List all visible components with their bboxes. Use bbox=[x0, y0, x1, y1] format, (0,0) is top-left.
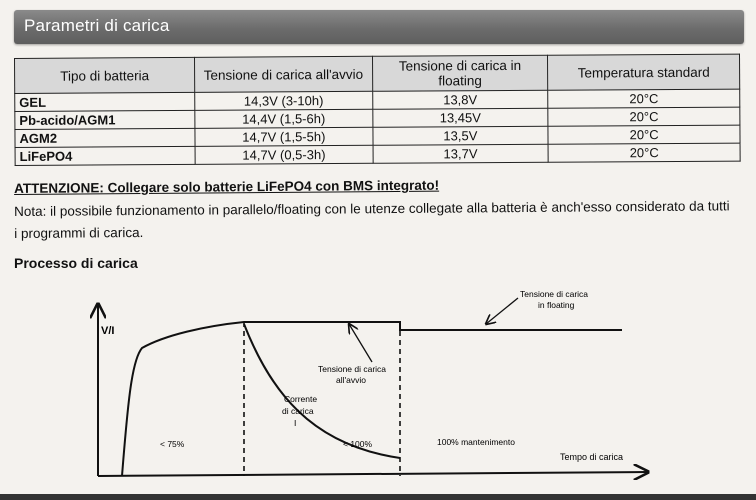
x-axis-label: Tempo di carica bbox=[560, 452, 624, 462]
header-temperature: Temperatura standard bbox=[548, 54, 740, 90]
table-row bbox=[15, 143, 740, 165]
x-axis bbox=[98, 472, 648, 476]
note-text: Nota: il possibile funzionamento in parallelo/floating con le utenze collegate alla batteria è anch'esso considerato da tutti i programmi di carica. bbox=[14, 198, 730, 241]
header-floating-voltage: Tensione di carica in floating bbox=[372, 55, 548, 91]
cell-type: AGM2 bbox=[15, 128, 195, 147]
cell-temp: 20°C bbox=[548, 89, 740, 108]
cell-temp: 20°C bbox=[548, 125, 740, 144]
phase-label: < 75% bbox=[160, 439, 185, 449]
header-battery-type: Tipo di batteria bbox=[15, 57, 195, 93]
footer-bar bbox=[0, 494, 756, 500]
cell-start: 14,3V (3-10h) bbox=[195, 91, 373, 110]
cell-floating: 13,7V bbox=[373, 144, 549, 163]
pointer-arrow bbox=[349, 324, 372, 362]
cell-floating: 13,8V bbox=[372, 90, 548, 109]
label-current: di carica bbox=[282, 406, 314, 416]
label-floating: in floating bbox=[538, 300, 575, 310]
current-curve bbox=[244, 324, 400, 458]
header-start-voltage: Tensione di carica all'avvio bbox=[195, 56, 373, 92]
charge-parameters-table bbox=[14, 54, 741, 166]
cell-floating: 13,5V bbox=[373, 126, 549, 145]
phase-label: 100% mantenimento bbox=[437, 437, 515, 447]
label-start-voltage: Tensione di carica bbox=[318, 364, 387, 374]
section-title: Parametri di carica bbox=[24, 16, 170, 35]
cell-temp: 20°C bbox=[548, 143, 740, 162]
cell-type: Pb-acido/AGM1 bbox=[15, 110, 195, 129]
pointer-arrow bbox=[486, 298, 518, 324]
cell-temp: 20°C bbox=[548, 107, 740, 126]
label-current: I bbox=[294, 418, 297, 428]
cell-start: 14,4V (1,5-6h) bbox=[195, 109, 373, 128]
label-current: Corrente bbox=[284, 394, 318, 404]
process-title: Processo di carica bbox=[14, 255, 138, 271]
cell-type: GEL bbox=[15, 92, 195, 111]
section-header bbox=[14, 10, 744, 44]
cell-floating: 13,45V bbox=[372, 108, 548, 127]
y-axis-label: V/I bbox=[101, 325, 115, 337]
warning-text: ATTENZIONE: Collegare solo batterie LiFePO4 con BMS integrato! bbox=[14, 177, 440, 196]
table-header-row bbox=[15, 54, 740, 93]
cell-type: LiFePO4 bbox=[15, 146, 195, 165]
phase-label: < 100% bbox=[343, 439, 373, 449]
label-floating: Tensione di carica bbox=[520, 289, 589, 299]
label-start-voltage: all'avvio bbox=[336, 375, 366, 385]
cell-start: 14,7V (1,5-5h) bbox=[195, 127, 373, 146]
cell-start: 14,7V (0,5-3h) bbox=[195, 145, 373, 164]
charge-process-diagram bbox=[0, 280, 756, 494]
